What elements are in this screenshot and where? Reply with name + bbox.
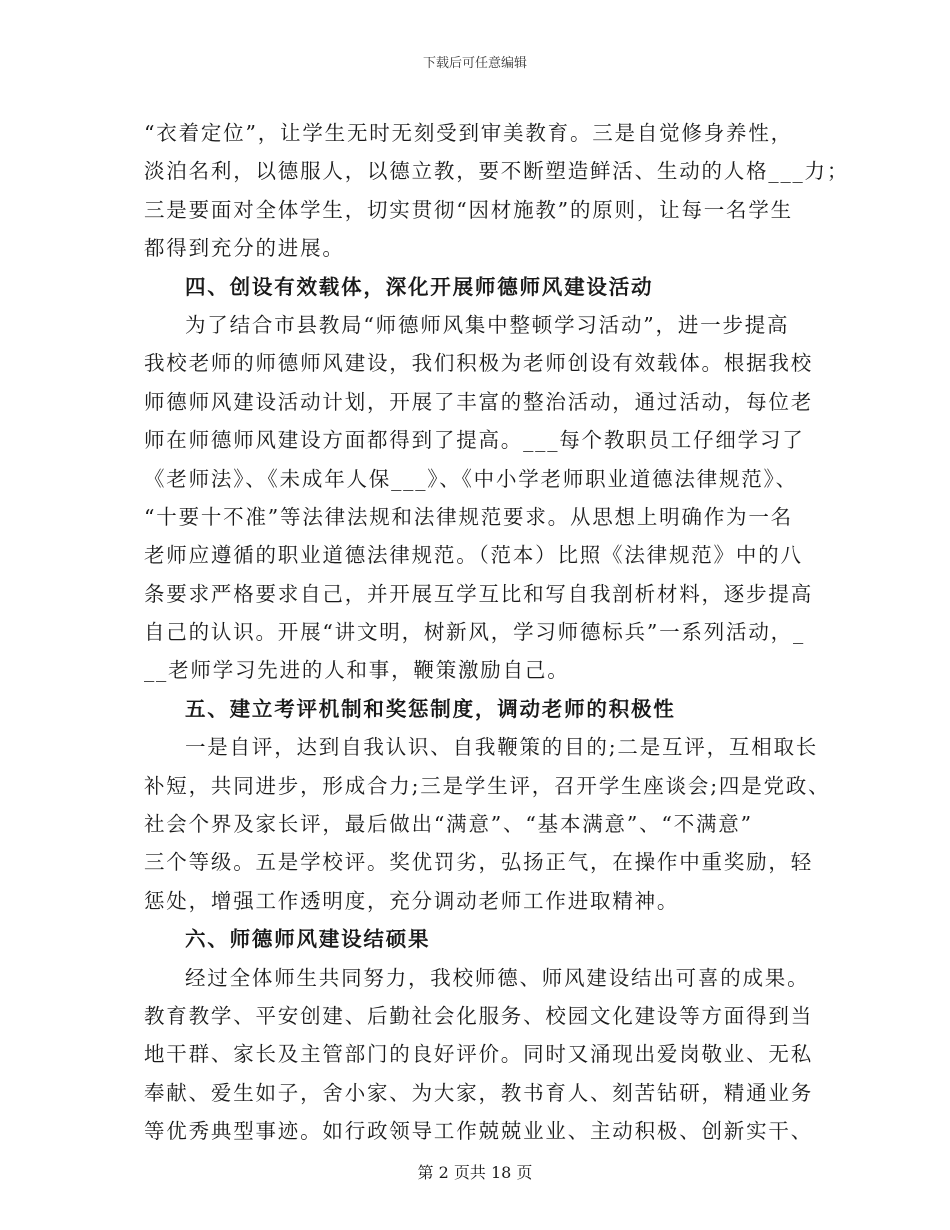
- text-line: 条要求严格要求自己，并开展互学互比和写自我剖析材料，逐步提高: [144, 581, 813, 606]
- text-line: “十要十不准”等法律法规和法律规范要求。从思想上明确作为一名: [144, 504, 793, 529]
- text-line: 三个等级。五是学校评。奖优罚劣，弘扬正气，在操作中重奖励，轻: [144, 850, 813, 875]
- text-line: 师德师风建设活动计划，开展了丰富的整治活动，通过活动，每位老: [144, 389, 813, 414]
- text-line: 社会个界及家长评，最后做出“满意”、“基本满意”、“不满意”: [144, 812, 753, 837]
- text-line: 为了结合市县教局“师德师风集中整顿学习活动”，进一步提高: [185, 312, 790, 337]
- text-line: 师在师德师风建设方面都得到了提高。___每个教职员工仔细学习了: [144, 428, 805, 453]
- text-line: 都得到充分的进展。: [144, 236, 345, 261]
- text-line: 老师应遵循的职业道德法律规范。（范本）比照《法律规范》中的八: [144, 543, 803, 568]
- text-line: 《老师法》、《未成年人保___》、《中小学老师职业道德法律规范》、: [144, 466, 798, 491]
- text-line: 地干群、家长及主管部门的良好评价。同时又涌现出爱岗敬业、无私: [144, 1042, 813, 1067]
- section-heading-6: 六、师德师风建设结硕果: [185, 927, 431, 952]
- section-heading-5: 五、建立考评机制和奖惩制度，调动老师的积极性: [185, 696, 676, 721]
- section-heading-4: 四、创设有效载体，深化开展师德师风建设活动: [185, 274, 654, 299]
- text-line: 奉献、爱生如子，舍小家、为大家，教书育人、刻苦钻研，精通业务: [144, 1080, 813, 1105]
- text-line: 等优秀典型事迹。如行政领导工作兢兢业业、主动积极、创新实干、: [144, 1119, 813, 1144]
- text-line: 教育教学、平安创建、后勤社会化服务、校园文化建设等方面得到当: [144, 1003, 813, 1028]
- page-header: 下载后可任意编辑: [422, 56, 527, 71]
- text-line: 我校老师的师德师风建设，我们积极为老师创设有效载体。根据我校: [144, 351, 813, 376]
- text-line: 淡泊名利，以德服人，以德立教，要不断塑造鲜活、生动的人格___力；: [144, 159, 850, 184]
- text-line: 一是自评，达到自我认识、自我鞭策的目的;二是互评，互相取长: [185, 735, 819, 760]
- body-text: [144, 114, 850, 1151]
- text-line: 自己的认识。开展“讲文明，树新风，学习师德标兵”一系列活动，_: [144, 620, 806, 645]
- text-line: __老师学习先进的人和事，鞭策激励自己。: [144, 658, 570, 683]
- text-line: 惩处，增强工作透明度，充分调动老师工作进取精神。: [144, 888, 680, 913]
- text-line: “衣着定位”，让学生无时无刻受到审美教育。三是自觉修身养性，: [144, 121, 793, 145]
- text-line: 三是要面对全体学生，切实贯彻“因材施教”的原则，让每一名学生: [144, 197, 793, 222]
- page-footer: 第 2 页共 18 页: [417, 1163, 533, 1182]
- text-line: 经过全体师生共同努力，我校师德、师风建设结出可喜的成果。: [185, 965, 810, 990]
- text-line: 补短，共同进步，形成合力;三是学生评，召开学生座谈会;四是党政、: [144, 773, 831, 798]
